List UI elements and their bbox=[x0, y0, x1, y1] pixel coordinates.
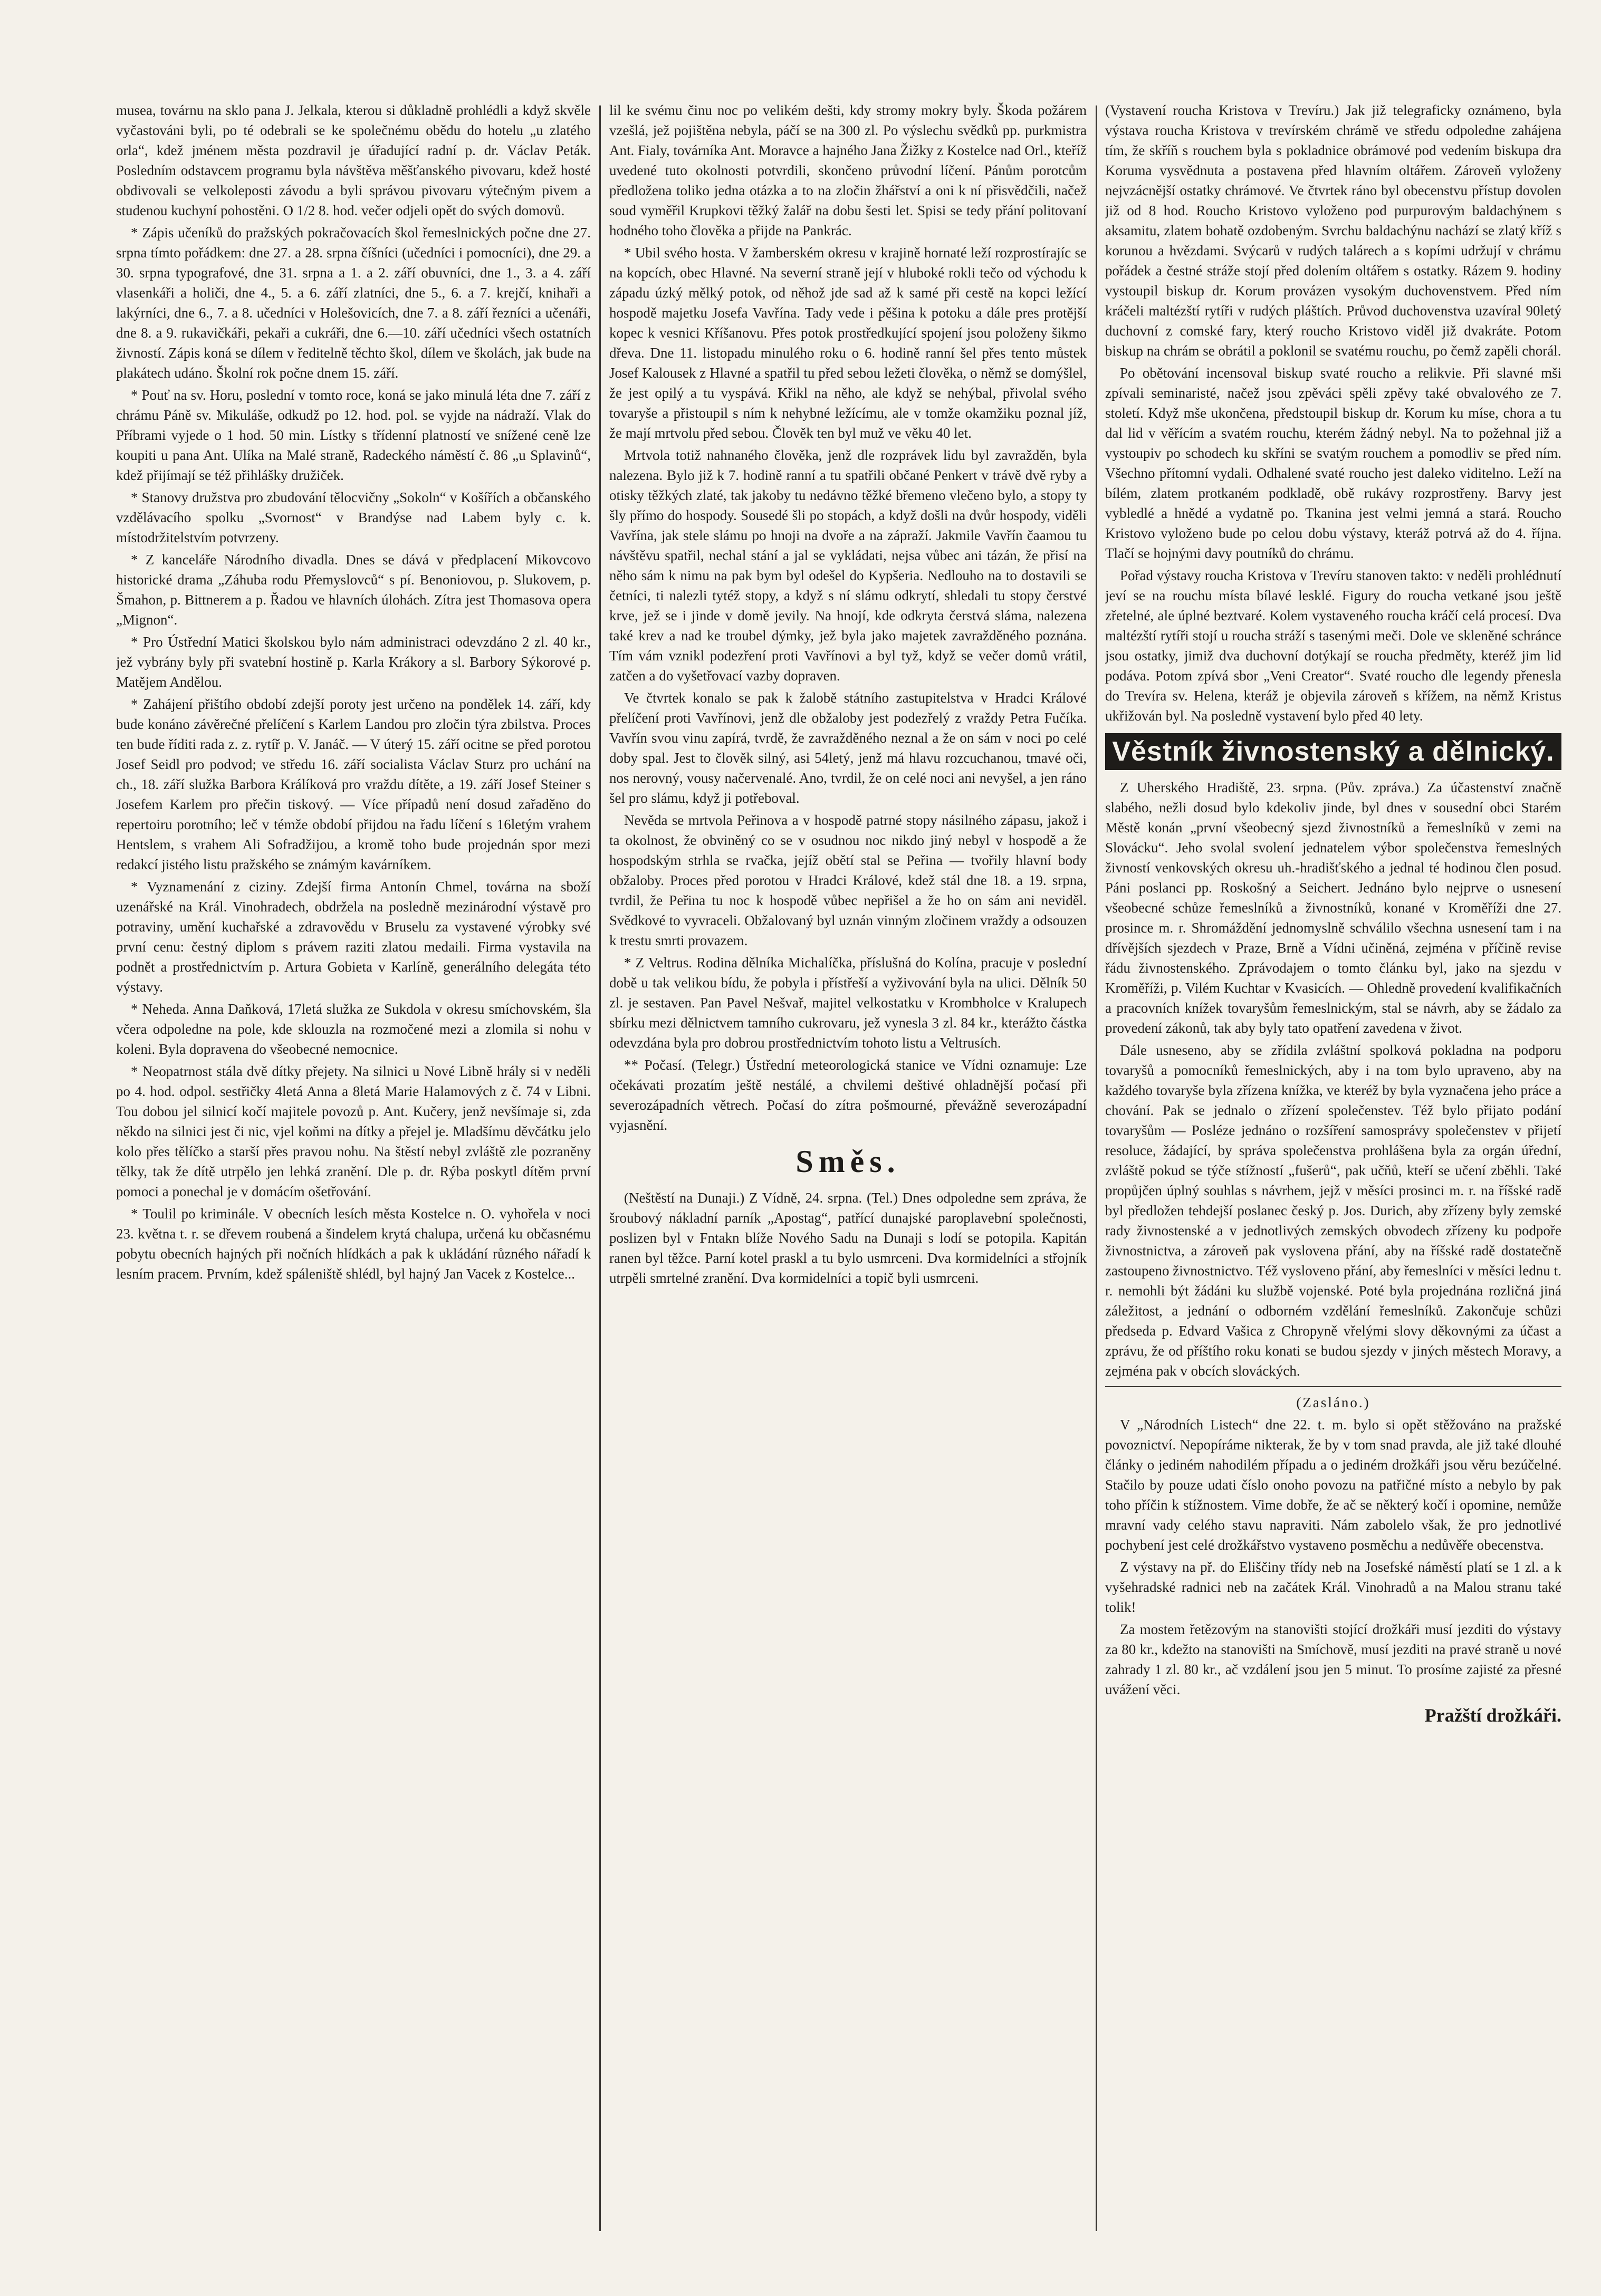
article-paragraph: * Zahájení přištího období zdejší poroty jest určeno na pondělek 14. září, kdy bude konáno závěrečné přelíčení s Karlem Landou pro zločin týra zbilstva. Proces ten bude říditi rada z. z. rytíř p. V. Janáč. — V úterý 15. září ocitne se před porotou Josef Seidl pro podvod; ve středu 16. září socialista Václav Sturz pro uchání na ch., 18. září služka Barbora Králíková pro vraždu dítěte, a 19. září Josef Steiner s Josefem Karlem pro přečin tiskový. — Více případů není dosud zařaděno do repertoiru porotního; leč v témže období přijdou na řadu líčení s 16letým vrahem Hentslem, s vrahem Ali Sofradžijou, a kromě toho bude projednán spor mezi redakcí jistého listu pražského se známým kavárníkem. bbox=[116, 696, 591, 872]
column-2 bbox=[609, 100, 1087, 2252]
letter-signature: Pražští drožkáři. bbox=[1424, 1705, 1561, 1726]
letter-paragraph: Z výstavy na př. do Eliščiny třídy neb na Josefské náměstí platí se 1 zl. a k vyšehradské radnici neb na začátek Král. Vinohradů a na Malou stranu také tolik! bbox=[1105, 1559, 1561, 1615]
article-paragraph: * Neopatrnost stála dvě dítky přejety. Na silnici u Nové Libně hrály si v neděli po 4. hod. odpol. sestřičky 4letá Anna a 8letá Marie Halamových z č. 74 v Libni. Tou dobou jel silnicí kočí majitele povozů p. Ant. Kučery, jenž nevšímaje si, zda někdo na silnici jest či nic, vjel koňmi na dítky a přejel je. Mladšímu děvčátku jelo kolo přes tělíčko a starší přes pravou nohu. Na štěstí nebyl zvláště zle pozraněny tělky, tak že dítě utrpělo jen lehká zranění. Dle p. dr. Rýba poskytl dítěm první pomoci a ponechal je v domácím ošetřování. bbox=[116, 1063, 591, 1199]
column-3 bbox=[1105, 100, 1561, 2252]
article-paragraph: ** Počasí. (Telegr.) Ústřední meteorologická stanice ve Vídni oznamuje: Lze očekávati prozatím ještě nestálé, a chvilemi deštivé ohladnější počasí při severozápadních větrech. Počasí do zítra pošmourné, převážně severozápadní vyjasnění. bbox=[609, 1057, 1087, 1133]
column-1 bbox=[116, 100, 591, 2252]
article-paragraph: * Toulil po kriminále. V obecních lesích města Kostelce n. O. vyhořela v noci 23. května t. r. se dřevem roubená a šindelem krytá chalupa, určená ku občasnému pobytu obecních hajných při nočních hlídkách a pak k ukládání různého nářadí k lesním pracem. Prvním, kdež spáleniště shlédl, byl hajný Jan Vacek z Kostelce... bbox=[116, 1206, 591, 1282]
article-paragraph: * Z Veltrus. Rodina dělníka Michalíčka, příslušná do Kolína, pracuje v poslední době u tak velikou bídu, že pobyla i přístřeší a vyživování byla na ulici. Dělník 50 zl. je sestaven. Pan Pavel Nešvař, majitel velkostatku v Krombholce v Kralupech sbírku mezi dělnictvem tamního cukrovaru, jež vynesla 3 zl. 84 kr., kterážto částka odevzdána byla pro dobrou prostřednictvím tohoto listu a Veltrusích. bbox=[609, 955, 1087, 1051]
article-paragraph: Ve čtvrtek konalo se pak k žalobě státního zastupitelstva v Hradci Králové přelíčení proti Vavřínovi, jenž dle obžaloby jest podezřelý z vraždy Petra Fučíka. Vavřín svou vinu zapírá, tvrdě, že zavražděného neznal a že on sám v noci po celé doby spal. Jest to člověk silný, asi 54letý, jenž má hlavu rozcuchanou, tmavé oči, nos nerovný, vousy načervenalé. Ano, tvrdil, že on celé noci ani nevyšel, a jen ráno šel pro slámu, když ji potřeboval. bbox=[609, 690, 1087, 806]
zaslano-title: (Zasláno.) bbox=[1296, 1395, 1370, 1410]
article-paragraph: * Zápis učeníků do pražských pokračovacích škol řemeslnických počne dne 27. srpna tímto pořádkem: dne 27. a 28. srpna číšníci (učedníci i pomocníci), dne 29. a 30. srpna typografové, dne 31. srpna a 1. a 2. září obuvníci, dne 1., 3. a 4. září vlasenkáři a holiči, dne 4., 5. a 6. září zlatníci, dne 5., 6. a 7. krejčí, knihaři a lakýrníci, dne 6., 7. a 8. učedníci v Holešovicích, dne 7. a 8. září řezníci a učenáři, dne 8. a 9. rukavičkáři, pekaři a cukráři, dne 6.—10. září učedníci všech ostatních živností. Zápis koná se dílem v ředitelně těchto škol, dílem ve školách, jak bude na plakátech udáno. Školní rok počne dnem 15. září. bbox=[116, 225, 591, 381]
article-paragraph: * Neheda. Anna Daňková, 17letá služka ze Sukdola v okresu smíchovském, šla včera odpoledne na pole, kde sklouzla na rozmočené mezi a zlomila si nohu v koleni. Byla dopravena do všeobecné nemocnice. bbox=[116, 1001, 591, 1057]
article-paragraph: * Stanovy družstva pro zbudování tělocvičny „Sokoln“ v Košířích a občanského vzdělávacího spolku „Svornost“ v Brandýse nad Labem byly c. k. místodržitelstvím potvrzeny. bbox=[116, 489, 591, 545]
article-paragraph: * Pouť na sv. Horu, poslední v tomto roce, koná se jako minulá léta dne 7. září z chrámu Páně sv. Mikuláše, odkudž po 12. hod. pol. se vyjde na nádraží. Vlak do Příbrami vyjede o 1 hod. 50 min. Lístky s třídenní platností ve snížené ceně lze koupiti u pana Ant. Ulíka na Malé straně, Radeckého náměstí č. 86 „u Splavinů“, kdež přijímají se též přihlášky družiček. bbox=[116, 387, 591, 483]
article-paragraph: Nevěda se mrtvola Peřinova a v hospodě patrné stopy násilného zápasu, jakož i ta okolnost, že obviněný co se v osudnou noc nikdo jiný nebyl v hospodě a že hospodským strhla se rvačka, jejíž obětí stal se Peřina — tvořily hlavní body obžaloby. Proces před porotou v Hradci Králové, kdež stál dne 18. a 19. srpna, tvrdil, že Peřina tu noc k hospodě vůbec nepřišel a že ho on sám ani neviděl. Svědkové to vyvraceli. Obžalovaný byl uznán vinným zločinem vraždy a odsouzen k trestu smrti provazem. bbox=[609, 812, 1087, 948]
article-paragraph: Z Uherského Hradiště, 23. srpna. (Pův. zpráva.) Za účastenství značně slabého, nežli dosud bylo kdekoliv jinde, byl dnes v sousední obci Starém Městě konán „první všeobecný sjezd živnostníků a řemeslníků v zemi na Slovácku“. Jeho svolal svolení jednatelem výbor společenstva řemeslných živností venkovských okresu uh.-hradišťského a jednal té hodinou člen posud. Páni poslanci pp. Roskošný a Seichert. Jednáno bylo nejprve o usnesení všeobecné schůze řemeslníků a živnostníků, konané v Kroměříži dne 27. prosince m. r. Shromáždění jednomyslně schválilo všechna usnesení tam i na dřívějších sjezdech v Praze, Brně a Vídni učiněná, zejména v příčině revise řádu živnostenského. Zprávodajem o tomto článku byl, jako na sjezdu v Kroměříži, p. Vilém Kuchtar v Kvasicích. — Ohledně provedení kvalifikačních a pracovních knížek tovaryšům řemeslnickým, stal se návrh, aby se žádalo za provedení zákonů, tak aby byly tato opatření zavedena v život. bbox=[1105, 780, 1561, 1036]
section-heading-smes: Směs. bbox=[795, 1144, 900, 1179]
article-paragraph: * Vyznamenání z ciziny. Zdejší firma Antonín Chmel, továrna na sboží uzenářské na Král. Vinohradech, obdržela na posledně mezinárodní výstavě pro potraviny, umění kuchařské a zdravovědu v Bruselu za vystavené výrobky své první cenu: čestný diplom s právem raziti zlatou medaili. Firma vystavila na podnět a prostřednictvím p. Artura Gobieta v Karlíně, generálního delegáta této výstavy. bbox=[116, 879, 591, 995]
article-paragraph: Po obětování incensoval biskup svaté roucho a relikvie. Při slavné mši zpívali seminaristé, načež jsou zpěváci spěli zpěvy také obvalového ze 7. století. Když mše ukončena, předstoupil biskup dr. Korum ku míse, chora a tu dal lid v věřícím a svatém rouchu, kterém žádný nebyl. Na to požehnal již a vystoupiv po schodech ku skříni se svatým rouchem a pomodliv se před ním. Všechno přítomní vydali. Odhalené svaté roucho jest daleko viditelno. Leží na bílém, zlatem protkaném podkladě, obě rukávy rozprostřeny. Barvy jest vybledlé a hnědé a vydatně po. Tkanina jest velmi jemná a stará. Roucho Kristovo vyloženo bude po celou dobu výstavy, kteráž potrvá až do 4. října. Tlačí se hojnými davy poutníků do chrámu. bbox=[1105, 365, 1561, 561]
article-paragraph: * Pro Ústřední Matici školskou bylo nám administraci odevzdáno 2 zl. 40 kr., jež vybrány byly při svatební hostině p. Karla Krákory a sl. Barbory Sýkorové p. Matějem Andělou. bbox=[116, 634, 591, 690]
letter-paragraph: V „Národních Listech“ dne 22. t. m. bylo si opět stěžováno na pražské povoznictví. Nepopíráme nikterak, že by v tom snad pravda, ale již také dlouhé články o jediném nahodilém případu a o jediném drožkáři jsou věru bezúčelné. Stačilo by pouze udati číslo onoho povozu na patřičné místo a nebylo by pak toho příčin k stížnostem. Vime dobře, že ač se některý kočí i opomine, nemůže mravní vady celého stavu napraviti. Nám zabolelo však, že pro jednotlivé pochybení jest celé drožkářstvo vystaveno posměchu a nedůvěře obecenstva. bbox=[1105, 1417, 1561, 1553]
article-paragraph: Mrtvola totiž nahnaného člověka, jenž dle rozprávek lidu byl zavražděn, byla nalezena. Bylo již k 7. hodině ranní a tu spatřili občané Penkert v trávě dvě ryby a otisky těžkých zlaté, tak jakoby tu nedávno těžké břemeno vlečeno bylo, a stopy ty šly přímo do hospody. Sousedé šli po stopách, a když došli na dvůr hospody, viděli Vavřína, jak stele slámu po hnoji na dvoře a na zápraží. Jakmile Vavřín čaamou tu návštěvu spatřil, nechal stání a jal se vykládati, nejsa vůbec ani tázán, že přisí na něho sám k nimu na pak bym byl odešel do Kypšeria. Nedlouho na to dostavili se četníci, ti nalezli tytéž stopy, a když s ní slámu odkrytí, shledali tu stopy čerstvé krve, jež se i jinde v domě jevily. Na hnojí, kde odkryta čerstvá sláma, nalezena také krev a nad ke troubel dýmky, jež byla jako majetek zavražděného poznána. Tím vám vznikl podezření proti Vavřínovi a byl tyž, když se večer domů vrátil, zatčen a do vyšetřovací vazby dopraven. bbox=[609, 447, 1087, 684]
article-paragraph: * Z kanceláře Národního divadla. Dnes se dává v předplacení Mikovcovo historické drama „Záhuba rodu Přemyslovců“ s pí. Benoniovou, p. Slukovem, p. Šmahon, p. Bittnerem a p. Řadou ve hlavních úlohách. Zítra jest Thomasova opera „Mignon“. bbox=[116, 552, 591, 628]
article-paragraph: (Neštěstí na Dunaji.) Z Vídně, 24. srpna. (Tel.) Dnes odpoledne sem zpráva, že šroubový nákladní parník „Apostag“, patřící dunajské paroplavební společnosti, poslizen byl v Fntakn blíže Nového Sadu na Dunaji s lodí se potopila. Kapitán ranen byl těžce. Parní kotel praskl a tu bylo usmrceni. Dva kormidelníci a střojník utrpěli smrtelné zranění. Dva kormidelníci a topič byli usmrceni. bbox=[609, 1190, 1087, 1286]
newspaper-page bbox=[116, 100, 1561, 2252]
article-paragraph: Dále usneseno, aby se zřídila zvláštní spolková pokladna na podporu tovaryšů a pomocníků řemeslnických, aby i na tom bylo upraveno, aby na každého tovaryše byla zřízena knížka, ve kteréž by byla vyznačena jeho práce a chování. Pak se jednalo o zřízení společenstev. Též bylo přijato podání tovaryšům — Posléze jednáno o rozšíření samosprávy společenstev v přijetí resoluce, žádající, by správa společenstva prohlášena byla za orgán úřední, zvláště pokud se týče stížností „fušerů“, pak učňů, kteří se učení zběhli. Také propůjčen úplný souhlas s návrhem, jejž v měsíci prosinci m. r. na říšské radě byl předložen tehdejší poslanec český p. Jos. Durich, aby zřízeny byly zemské rady živnostenské a v jednotlivých zemských obvodech zřízeny ku podpoře živnostnictva, a zároveň pak vyslovena přání, aby na říšské radě dostatečně zastoupeno živnostnictvo. Též vysloveno přání, aby řemeslníci v měsíci lednu t. r. nemohli být žádáni ku službě vojenské. Poté byla projednána rozličná jiná záležitost, a jednání o odborném vzdělání řemeslníků. Zakončuje schůzi předseda p. Edvard Vašica z Chropyně vřelými slovy děkovnými za účast a zprávu, že od příštího roku konati se budou sjezdy v jiných městech Moravy, a zejména pak v obcích slováckých. bbox=[1105, 1042, 1561, 1379]
section-heading-vestnik: Věstník živnostenský a dělnický. bbox=[1105, 733, 1561, 770]
section-divider bbox=[1105, 1386, 1561, 1387]
article-paragraph: lil ke svému činu noc po velikém dešti, kdy stromy mokry byly. Škoda požárem vzešlá, jež pojištěna nebyla, páčí se na 300 zl. Po výslechu svědků pp. purkmistra Ant. Fialy, továrníka Ant. Moravce a hajného Jana Žižky z Kostelce nad Orl., kteříž uvedené tuto okolnosti potvrdili, skončeno průvodní líčení. Pánům porotcům předložena toliko jedna otázka a to na zločin žhářství a oni k ní přisvědčili, načež soud vyměřil Krupkovi těžký žalář na dobu šesti let. Spisi se tedy přání politovaní hodného toho člověka a přijde na Pankrác. bbox=[609, 102, 1087, 238]
column-divider bbox=[599, 105, 601, 2231]
article-paragraph: musea, továrnu na sklo pana J. Jelkala, kterou si důkladně prohlédli a když skvěle vyčastováni byli, po té odebrali se ke společnému obědu do hotelu „u zlatého orla“, kdež jménem města pozdravil je úřadující radní p. dr. Václav Peták. Posledním odstavcem programu byla návštěva měšťanského pivovaru, kdež hosté obdivovali se velkoleposti závodu a byli správou pivovaru výtečným pivem a studenou kuchyní pohostěni. O 1/2 8. hod. večer odjeli opět do svých domovů. bbox=[116, 102, 591, 218]
article-paragraph: (Vystavení roucha Kristova v Trevíru.) Jak již telegraficky oznámeno, byla výstava roucha Kristova v trevírském chrámě ve středu odpoledne zahájena tím, že skříň s rouchem byla s pokladnice obrámové pod vedením biskupa dra Koruma vysvědnuta a postavena před hlavním oltářem. Zároveň vyloženy nejvzácnější ostatky chrámové. Ve čtvrtek ráno byl obecenstvu přístup dovolen již od 8 hod. Roucho Kristovo vyloženo pod purpurovým baldachýnem s aksamitu, zlatem bohatě ozdobeným. Svrchu baldachýnu nachází se zlatý kříž s korunou a hvězdami. Svýcarů v rudých talárech a s kopími udržují v chrámu pořádek a čestné stráže stojí před dolením oltářem s ostatky. Rázem 9. hodiny vystoupil biskup dr. Korum provázen vysokým duchovenstvem. Před ním kráčeli maltézští rytíři v rudých pláštích. Průvod duchovenstva uzavíral 90letý duchovní z comské fary, který roucho Kristovo viděl již dvakráte. Potom biskup na chrám se obrátil a poklonil se svatému rouchu, po čemž zapěli chorál. bbox=[1105, 102, 1561, 359]
letter-paragraph: Za mostem řetězovým na stanovišti stojící drožkáři musí jezditi do výstavy za 80 kr., kdežto na stanovišti na Smíchově, musí jezditi na pravé straně u nové zahrady 1 zl. 80 kr., ač vzdálení jsou jen 5 minut. To prosíme zajisté za přesné uvážení věci. bbox=[1105, 1621, 1561, 1697]
article-paragraph: * Ubil svého hosta. V žamberském okresu v krajině hornaté leží rozprostírajíc se na kopcích, obec Hlavné. Na severní straně její v hluboké rokli tečo od východu k západu úzký mělký potok, od něhož jde sad až k samé při cestě na kopci ležící hospodě majetku Josefa Vavřína. Tady vede i pěšina k potoku a dále pres protější kopec k vesnici Kříšanovu. Přes potok prostředkující spojení jsou položeny šikmo dřeva. Dne 11. listopadu minulého roku o 6. hodině ranní šel přes tento můstek Josef Kalousek z Hlavné a spatřil tu před sebou ležeti člověka, o němž se domýšlel, že jest opilý a tu vyspává. Křikl na něho, ale když se nehýbal, přivolal svého tovaryše a přistoupil s ním k nehybné ležícímu, ale v tomže okamžiku poznal jíž, že mají mrtvolu před sebou. Člověk ten byl muž ve věku 40 let. bbox=[609, 245, 1087, 441]
column-divider bbox=[1096, 105, 1097, 2231]
article-paragraph: Pořad výstavy roucha Kristova v Trevíru stanoven takto: v neděli prohlédnutí jeví se na rouchu místa bílavé lesklé. Figury do roucha vetkané jsou ještě zřetelné, ale úplné beztvaré. Kolem vystaveného roucha kráčí celá procesí. Dva maltézští rytíři stojí u roucha stráží s tasenými meči. Dole ve skleněné schránce jsou ostatky, jimiž dva duchovní dotýkají se roucha předměty, kteréž jim lid podáva. Potom zpívá sbor „Veni Creator“. Svaté roucho dle legendy přenesla do Trevíra sv. Helena, kteráž je objevila zároveň s křížem, na němž Kristus ukřižován byl. Na posledně vystavení bylo před 40 lety. bbox=[1105, 568, 1561, 724]
